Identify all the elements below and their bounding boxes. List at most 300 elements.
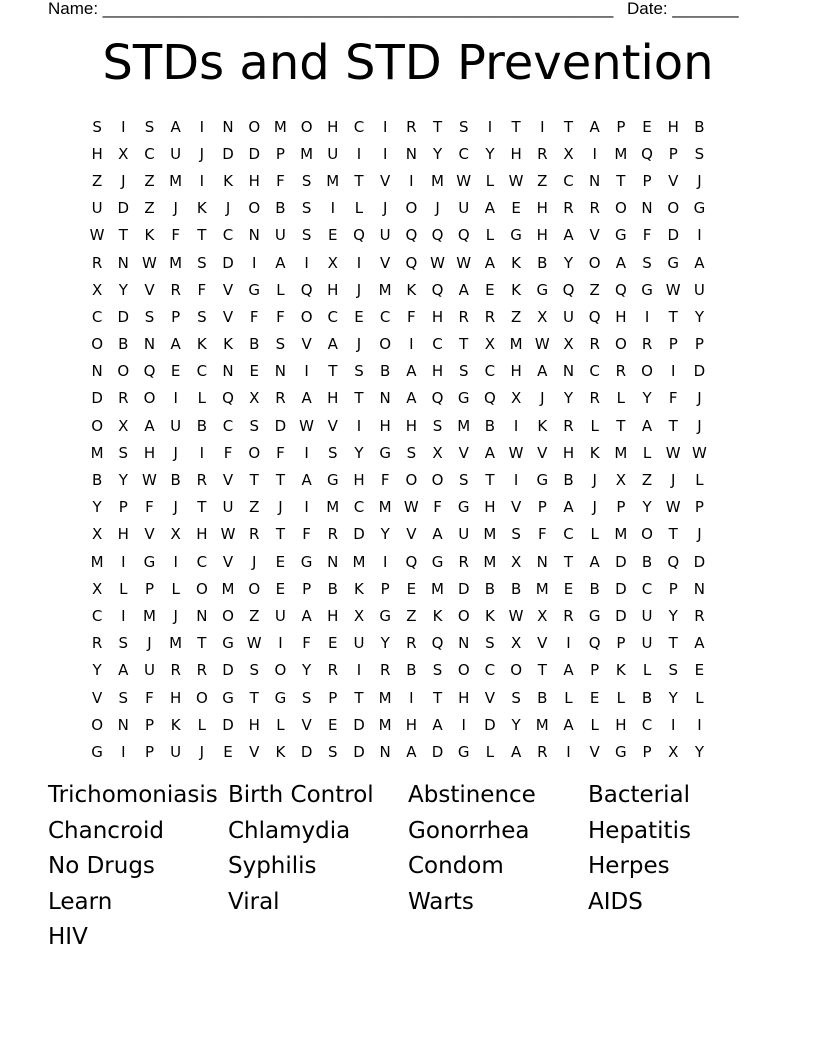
grid-letter[interactable]: M — [326, 498, 340, 517]
grid-letter[interactable]: V — [222, 307, 234, 326]
grid-letter[interactable]: R — [196, 661, 208, 680]
grid-letter[interactable]: Z — [144, 199, 155, 218]
grid-letter[interactable]: D — [353, 525, 365, 544]
grid-letter[interactable]: J — [252, 552, 257, 571]
grid-letter[interactable]: L — [564, 688, 573, 707]
grid-letter[interactable]: M — [300, 144, 314, 163]
grid-letter[interactable]: I — [592, 144, 597, 163]
grid-letter[interactable]: N — [405, 144, 417, 163]
grid-letter[interactable]: X — [249, 389, 260, 408]
grid-letter[interactable]: R — [615, 362, 627, 381]
grid-letter[interactable]: X — [170, 525, 181, 544]
grid-letter[interactable]: W — [299, 416, 315, 435]
grid-letter[interactable]: V — [589, 742, 600, 761]
grid-letter[interactable]: I — [697, 715, 702, 734]
grid-letter[interactable]: A — [301, 389, 312, 408]
grid-letter[interactable]: R — [170, 661, 181, 680]
grid-letter[interactable]: Z — [537, 171, 548, 190]
grid-letter[interactable]: X — [91, 525, 103, 544]
grid-letter[interactable]: O — [300, 117, 313, 136]
grid-letter[interactable]: T — [432, 117, 443, 136]
grid-letter[interactable]: H — [196, 525, 208, 544]
grid-letter[interactable]: N — [222, 362, 234, 381]
grid-letter[interactable]: O — [248, 117, 261, 136]
grid-letter[interactable]: R — [694, 606, 705, 625]
grid-letter[interactable]: N — [248, 226, 260, 245]
grid-letter[interactable]: S — [668, 661, 678, 680]
grid-letter[interactable]: X — [91, 280, 103, 299]
grid-letter[interactable]: Y — [354, 443, 364, 462]
grid-letter[interactable]: D — [222, 715, 234, 734]
grid-letter[interactable]: F — [407, 307, 416, 326]
grid-letter[interactable]: S — [92, 117, 102, 136]
grid-letter[interactable]: A — [301, 606, 312, 625]
grid-letter[interactable]: U — [91, 199, 103, 218]
grid-letter[interactable]: I — [304, 362, 309, 381]
grid-letter[interactable]: D — [353, 742, 365, 761]
grid-letter[interactable]: J — [356, 280, 362, 299]
grid-letter[interactable]: K — [144, 226, 155, 245]
grid-letter[interactable]: E — [485, 280, 495, 299]
grid-letter[interactable]: H — [510, 144, 522, 163]
grid-letter[interactable]: X — [615, 471, 626, 490]
grid-letter[interactable]: N — [274, 362, 287, 381]
grid-letter[interactable]: K — [223, 171, 233, 190]
grid-letter[interactable]: Y — [118, 471, 128, 490]
grid-letter[interactable]: T — [485, 471, 495, 490]
grid-letter[interactable]: A — [484, 443, 496, 462]
grid-letter[interactable]: T — [354, 688, 364, 707]
grid-letter[interactable]: O — [195, 579, 208, 598]
grid-letter[interactable]: T — [328, 362, 338, 381]
grid-letter[interactable]: I — [644, 307, 650, 326]
grid-letter[interactable]: O — [248, 199, 261, 218]
grid-letter[interactable]: A — [589, 117, 600, 136]
grid-letter[interactable]: T — [668, 525, 678, 544]
grid-letter[interactable]: V — [380, 253, 391, 272]
grid-letter[interactable]: B — [537, 688, 548, 707]
grid-letter[interactable]: C — [641, 715, 653, 734]
grid-letter[interactable]: B — [196, 416, 207, 435]
name-field[interactable]: Name: ______________________________________________________ — [48, 0, 614, 18]
grid-letter[interactable]: S — [485, 634, 495, 653]
grid-letter[interactable]: Z — [249, 606, 260, 625]
grid-letter[interactable]: I — [382, 552, 388, 571]
grid-letter[interactable]: H — [327, 389, 339, 408]
grid-letter[interactable]: S — [275, 335, 286, 354]
grid-letter[interactable]: B — [694, 117, 705, 136]
grid-letter[interactable]: A — [694, 634, 705, 653]
grid-letter[interactable]: L — [695, 688, 704, 707]
grid-letter[interactable]: Y — [92, 661, 102, 680]
grid-letter[interactable]: F — [276, 307, 285, 326]
grid-letter[interactable]: Q — [405, 226, 418, 245]
grid-letter[interactable]: R — [275, 389, 286, 408]
grid-letter[interactable]: G — [588, 606, 601, 625]
grid-letter[interactable]: A — [563, 226, 574, 245]
grid-letter[interactable]: Y — [485, 144, 495, 163]
grid-letter[interactable]: P — [616, 498, 626, 517]
grid-letter[interactable]: B — [563, 471, 574, 490]
grid-letter[interactable]: C — [222, 416, 234, 435]
grid-letter[interactable]: D — [91, 389, 103, 408]
grid-letter[interactable]: M — [273, 117, 287, 136]
grid-letter[interactable]: P — [537, 498, 547, 517]
grid-letter[interactable]: D — [615, 552, 627, 571]
grid-letter[interactable]: S — [432, 661, 443, 680]
grid-letter[interactable]: J — [199, 144, 205, 163]
grid-letter[interactable]: S — [197, 307, 207, 326]
grid-letter[interactable]: Q — [143, 362, 156, 381]
grid-letter[interactable]: J — [671, 471, 676, 490]
grid-letter[interactable]: C — [91, 307, 103, 326]
grid-letter[interactable]: U — [641, 606, 653, 625]
grid-letter[interactable]: E — [406, 579, 417, 598]
grid-letter[interactable]: E — [589, 688, 600, 707]
grid-letter[interactable]: J — [356, 335, 362, 354]
grid-letter[interactable]: T — [537, 661, 547, 680]
grid-letter[interactable]: G — [457, 498, 470, 517]
grid-letter[interactable]: I — [540, 117, 545, 136]
grid-letter[interactable]: B — [327, 579, 338, 598]
grid-letter[interactable]: V — [91, 688, 103, 707]
grid-letter[interactable]: E — [275, 579, 286, 598]
grid-letter[interactable]: N — [222, 117, 234, 136]
grid-letter[interactable]: J — [147, 634, 152, 653]
grid-letter[interactable]: T — [563, 552, 574, 571]
grid-letter[interactable]: A — [510, 742, 522, 761]
grid-letter[interactable]: C — [641, 579, 653, 598]
grid-letter[interactable]: I — [671, 362, 676, 381]
grid-letter[interactable]: R — [563, 199, 574, 218]
grid-letter[interactable]: X — [510, 552, 522, 571]
grid-letter[interactable]: V — [589, 226, 600, 245]
grid-letter[interactable]: K — [511, 280, 522, 299]
grid-letter[interactable]: X — [537, 606, 548, 625]
grid-letter[interactable]: B — [484, 416, 496, 435]
grid-letter[interactable]: J — [173, 443, 178, 462]
grid-letter[interactable]: M — [169, 634, 183, 653]
grid-letter[interactable]: O — [274, 661, 287, 680]
grid-letter[interactable]: I — [409, 171, 414, 190]
grid-letter[interactable]: T — [275, 471, 285, 490]
grid-letter[interactable]: I — [513, 471, 519, 490]
grid-letter[interactable]: Y — [668, 606, 678, 625]
grid-letter[interactable]: W — [534, 335, 550, 354]
grid-letter[interactable]: I — [304, 443, 309, 462]
grid-letter[interactable]: F — [380, 471, 390, 490]
grid-letter[interactable]: B — [170, 471, 181, 490]
grid-letter[interactable]: U — [274, 606, 286, 625]
grid-letter[interactable]: Y — [694, 742, 704, 761]
grid-letter[interactable]: M — [483, 525, 497, 544]
grid-letter[interactable]: V — [484, 688, 496, 707]
grid-letter[interactable]: U — [353, 634, 365, 653]
grid-letter[interactable]: D — [484, 715, 496, 734]
grid-letter[interactable]: I — [121, 552, 126, 571]
grid-letter[interactable]: X — [432, 443, 443, 462]
grid-letter[interactable]: R — [458, 307, 469, 326]
grid-letter[interactable]: M — [457, 416, 471, 435]
grid-letter[interactable]: S — [511, 688, 521, 707]
grid-letter[interactable]: C — [91, 606, 103, 625]
grid-letter[interactable]: S — [249, 661, 259, 680]
grid-letter[interactable]: W — [430, 253, 445, 272]
grid-letter[interactable]: V — [510, 498, 522, 517]
grid-letter[interactable]: T — [563, 117, 574, 136]
grid-letter[interactable]: W — [220, 525, 236, 544]
grid-letter[interactable]: H — [458, 688, 470, 707]
grid-letter[interactable]: A — [484, 199, 496, 218]
grid-letter[interactable]: C — [327, 307, 339, 326]
grid-letter[interactable]: E — [694, 661, 705, 680]
grid-letter[interactable]: O — [641, 362, 653, 381]
grid-letter[interactable]: K — [511, 253, 522, 272]
grid-letter[interactable]: N — [562, 362, 575, 381]
grid-letter[interactable]: B — [91, 471, 103, 490]
grid-letter[interactable]: K — [170, 715, 181, 734]
letter-grid[interactable] — [84, 113, 736, 766]
grid-letter[interactable]: V — [144, 280, 155, 299]
grid-letter[interactable]: J — [199, 742, 205, 761]
grid-letter[interactable]: H — [615, 307, 627, 326]
grid-letter[interactable]: P — [118, 498, 128, 517]
grid-letter[interactable]: H — [353, 471, 365, 490]
grid-letter[interactable]: L — [171, 579, 180, 598]
grid-letter[interactable]: U — [562, 307, 574, 326]
grid-letter[interactable]: S — [458, 362, 469, 381]
grid-letter[interactable]: A — [327, 335, 338, 354]
grid-letter[interactable]: T — [432, 688, 443, 707]
grid-letter[interactable]: H — [248, 715, 260, 734]
grid-letter[interactable]: U — [274, 226, 286, 245]
grid-letter[interactable]: N — [91, 362, 103, 381]
grid-letter[interactable]: H — [667, 117, 679, 136]
grid-letter[interactable]: O — [457, 606, 470, 625]
grid-letter[interactable]: N — [458, 634, 470, 653]
grid-letter[interactable]: H — [405, 715, 417, 734]
grid-letter[interactable]: W — [508, 606, 524, 625]
grid-letter[interactable]: N — [196, 606, 208, 625]
grid-letter[interactable]: P — [642, 171, 652, 190]
grid-letter[interactable]: P — [171, 307, 181, 326]
grid-letter[interactable]: B — [380, 362, 391, 381]
grid-letter[interactable]: O — [248, 579, 261, 598]
grid-letter[interactable]: R — [249, 525, 260, 544]
grid-letter[interactable]: F — [249, 307, 259, 326]
grid-letter[interactable]: Y — [642, 498, 652, 517]
grid-letter[interactable]: U — [641, 634, 653, 653]
grid-letter[interactable]: I — [461, 715, 466, 734]
grid-letter[interactable]: I — [356, 144, 362, 163]
grid-letter[interactable]: Q — [405, 552, 418, 571]
grid-letter[interactable]: N — [589, 171, 601, 190]
grid-letter[interactable]: U — [693, 280, 705, 299]
grid-letter[interactable]: X — [353, 606, 365, 625]
grid-letter[interactable]: R — [589, 335, 600, 354]
grid-letter[interactable]: G — [248, 280, 261, 299]
grid-letter[interactable]: G — [536, 471, 549, 490]
grid-letter[interactable]: R — [484, 307, 496, 326]
grid-letter[interactable]: R — [563, 416, 574, 435]
grid-letter[interactable]: A — [432, 715, 443, 734]
grid-letter[interactable]: H — [536, 226, 548, 245]
grid-letter[interactable]: O — [614, 199, 627, 218]
grid-letter[interactable]: I — [487, 117, 493, 136]
grid-letter[interactable]: Z — [91, 171, 103, 190]
grid-letter[interactable]: N — [379, 389, 391, 408]
grid-letter[interactable]: K — [223, 335, 233, 354]
grid-letter[interactable]: R — [327, 661, 338, 680]
grid-letter[interactable]: I — [513, 416, 519, 435]
grid-letter[interactable]: N — [327, 552, 339, 571]
grid-letter[interactable]: I — [252, 253, 257, 272]
grid-letter[interactable]: S — [301, 171, 312, 190]
grid-letter[interactable]: L — [197, 715, 207, 734]
grid-letter[interactable]: S — [458, 471, 469, 490]
grid-letter[interactable]: Y — [563, 389, 574, 408]
grid-letter[interactable]: O — [248, 443, 261, 462]
grid-letter[interactable]: R — [91, 253, 103, 272]
grid-letter[interactable]: I — [199, 443, 205, 462]
grid-letter[interactable]: H — [117, 525, 129, 544]
grid-letter[interactable]: V — [537, 443, 548, 462]
grid-letter[interactable]: F — [276, 443, 285, 462]
grid-letter[interactable]: S — [694, 144, 705, 163]
grid-letter[interactable]: T — [616, 171, 626, 190]
grid-letter[interactable]: Z — [510, 307, 522, 326]
grid-letter[interactable]: O — [405, 471, 418, 490]
grid-letter[interactable]: Q — [457, 226, 470, 245]
grid-letter[interactable]: N — [117, 715, 129, 734]
grid-letter[interactable]: G — [222, 634, 234, 653]
grid-letter[interactable]: F — [145, 498, 154, 517]
grid-letter[interactable]: K — [196, 335, 207, 354]
grid-letter[interactable]: I — [278, 634, 283, 653]
grid-letter[interactable]: N — [641, 199, 653, 218]
grid-letter[interactable]: A — [484, 253, 496, 272]
grid-letter[interactable]: O — [195, 688, 208, 707]
grid-letter[interactable]: E — [170, 362, 181, 381]
grid-letter[interactable]: N — [143, 335, 156, 354]
grid-letter[interactable]: P — [144, 742, 154, 761]
grid-letter[interactable]: P — [694, 335, 704, 354]
grid-letter[interactable]: G — [300, 552, 313, 571]
grid-letter[interactable]: N — [379, 742, 391, 761]
grid-letter[interactable]: U — [458, 525, 470, 544]
grid-letter[interactable]: E — [328, 715, 338, 734]
grid-letter[interactable]: K — [537, 416, 548, 435]
grid-letter[interactable]: T — [668, 416, 678, 435]
grid-letter[interactable]: S — [118, 443, 129, 462]
grid-letter[interactable]: H — [484, 498, 496, 517]
grid-letter[interactable]: F — [145, 688, 154, 707]
grid-letter[interactable]: A — [641, 416, 653, 435]
grid-letter[interactable]: Y — [118, 280, 128, 299]
grid-letter[interactable]: X — [91, 579, 103, 598]
date-field[interactable]: Date: _______ — [627, 0, 739, 18]
grid-letter[interactable]: A — [563, 661, 574, 680]
grid-letter[interactable]: A — [118, 661, 129, 680]
grid-letter[interactable]: O — [117, 362, 130, 381]
grid-letter[interactable]: T — [118, 226, 128, 245]
grid-letter[interactable]: L — [354, 199, 364, 218]
grid-letter[interactable]: C — [144, 144, 155, 163]
grid-letter[interactable]: A — [301, 471, 312, 490]
grid-letter[interactable]: T — [197, 498, 207, 517]
grid-letter[interactable]: I — [566, 742, 571, 761]
grid-letter[interactable]: D — [431, 742, 444, 761]
grid-letter[interactable]: Q — [353, 226, 365, 245]
grid-letter[interactable]: D — [693, 552, 706, 571]
grid-letter[interactable]: U — [327, 144, 339, 163]
grid-letter[interactable]: V — [668, 171, 679, 190]
grid-letter[interactable]: J — [697, 416, 702, 435]
grid-letter[interactable]: P — [668, 335, 678, 354]
grid-letter[interactable]: M — [378, 688, 392, 707]
grid-letter[interactable]: C — [432, 335, 443, 354]
grid-letter[interactable]: P — [302, 579, 312, 598]
grid-letter[interactable]: G — [667, 253, 680, 272]
grid-letter[interactable]: X — [563, 144, 574, 163]
grid-letter[interactable]: F — [433, 498, 442, 517]
grid-letter[interactable]: Y — [92, 498, 102, 517]
grid-letter[interactable]: Z — [406, 606, 417, 625]
grid-letter[interactable]: D — [693, 362, 706, 381]
grid-letter[interactable]: R — [379, 661, 391, 680]
grid-letter[interactable]: L — [590, 525, 599, 544]
grid-letter[interactable]: G — [510, 226, 522, 245]
grid-letter[interactable]: T — [459, 335, 469, 354]
grid-letter[interactable]: C — [484, 362, 496, 381]
grid-letter[interactable]: C — [353, 498, 365, 517]
grid-letter[interactable]: M — [614, 144, 628, 163]
grid-letter[interactable]: A — [537, 362, 548, 381]
grid-letter[interactable]: N — [117, 253, 129, 272]
grid-letter[interactable]: F — [197, 280, 207, 299]
grid-letter[interactable]: J — [225, 199, 231, 218]
grid-letter[interactable]: W — [508, 171, 524, 190]
grid-letter[interactable]: N — [693, 579, 706, 598]
grid-letter[interactable]: P — [668, 579, 678, 598]
grid-letter[interactable]: E — [249, 362, 259, 381]
grid-letter[interactable]: E — [328, 226, 338, 245]
grid-letter[interactable]: A — [406, 389, 417, 408]
grid-letter[interactable]: Q — [641, 144, 653, 163]
grid-letter[interactable]: E — [223, 742, 233, 761]
grid-letter[interactable]: R — [589, 389, 600, 408]
grid-letter[interactable]: V — [222, 280, 234, 299]
grid-letter[interactable]: A — [589, 552, 600, 571]
grid-letter[interactable]: M — [326, 171, 340, 190]
grid-letter[interactable]: W — [691, 443, 707, 462]
grid-letter[interactable]: C — [484, 661, 496, 680]
grid-letter[interactable]: E — [563, 579, 574, 598]
grid-letter[interactable]: F — [171, 226, 180, 245]
grid-letter[interactable]: H — [536, 199, 548, 218]
grid-letter[interactable]: M — [378, 498, 392, 517]
grid-letter[interactable]: H — [170, 688, 182, 707]
grid-letter[interactable]: V — [144, 525, 155, 544]
grid-letter[interactable]: U — [458, 199, 470, 218]
grid-letter[interactable]: M — [352, 552, 366, 571]
grid-letter[interactable]: I — [356, 416, 362, 435]
grid-letter[interactable]: Y — [380, 525, 390, 544]
grid-letter[interactable]: P — [668, 144, 678, 163]
grid-letter[interactable]: G — [641, 280, 653, 299]
grid-letter[interactable]: K — [432, 606, 443, 625]
grid-letter[interactable]: K — [484, 606, 495, 625]
